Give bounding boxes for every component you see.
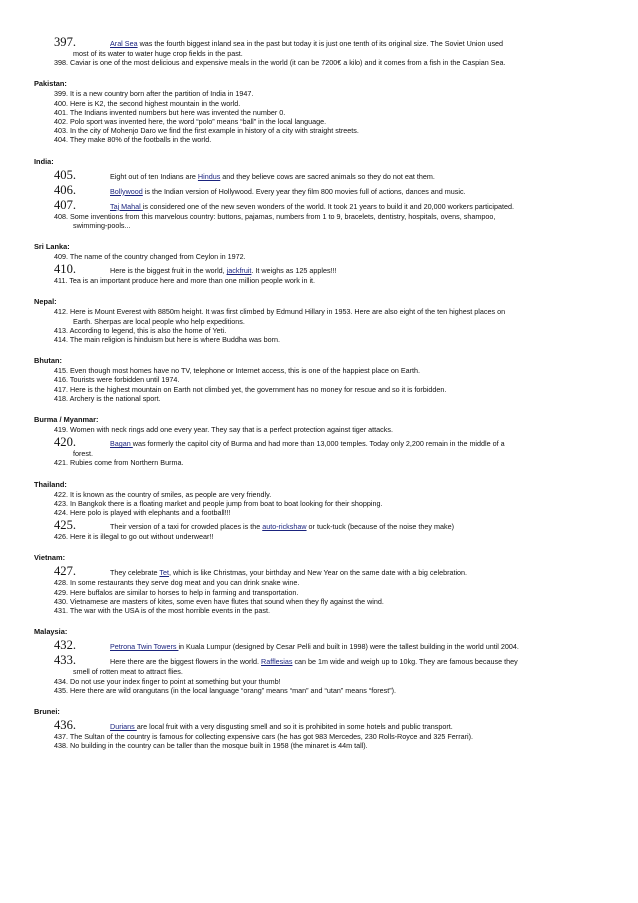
item-text: Even though most homes have no TV, telephone or Internet access, this is one of the happiest place on Earth.	[70, 366, 421, 376]
item-text: Here buffalos are similar to horses to help in farming and transportation.	[70, 587, 299, 597]
item-number: 409.	[54, 252, 70, 262]
list-item	[0, 532, 638, 541]
item-text: No building in the country can be taller than the mosque built in 1958 (the minaret is 44m tall).	[70, 741, 368, 751]
list-item	[0, 394, 638, 403]
list-item	[0, 375, 638, 384]
item-text: Tourists were forbidden until 1974.	[69, 375, 180, 385]
item-number: 410.	[54, 262, 77, 277]
item-text: Their version of a taxi for crowded places is the auto-rickshaw or tuck-tuck (because of the noise they make)	[110, 522, 454, 532]
list-item	[0, 135, 638, 144]
item-number: 421.	[54, 458, 70, 468]
item-text: According to legend, this is also the home of Yeti.	[69, 325, 227, 335]
item-text: Some inventions from this marvelous country: buttons, pajamas, numbers from 1 to 9, bracelets, dentistry, hospitals, ovens, shampoo,	[70, 211, 496, 221]
list-item	[0, 578, 638, 587]
item-number: 405.	[54, 167, 77, 182]
item-text: Here is the biggest fruit in the world, jackfruit. It weighs as 125 apples!!!	[110, 266, 337, 276]
section-heading: Brunei:	[34, 706, 60, 716]
item-text: The war with the USA is of the most horrible events in the past.	[69, 606, 271, 616]
item-number: 400.	[54, 98, 70, 108]
item-number: 403.	[54, 126, 70, 136]
list-item	[0, 588, 638, 597]
inline-link[interactable]: Petrona Twin Towers	[110, 642, 179, 652]
list-item	[0, 639, 638, 652]
section-heading: Burma / Myanmar:	[34, 415, 99, 425]
item-number: 414.	[54, 335, 70, 345]
item-text: Archery is the national sport.	[69, 393, 161, 403]
inline-link[interactable]: jackfruit	[226, 266, 252, 276]
item-text: Bollywood is the Indian version of Hollywood. Every year they film 800 movies full of actions, dances and music.	[110, 186, 466, 196]
list-item	[0, 126, 638, 135]
section-heading: Vietnam:	[34, 553, 66, 563]
list-item	[0, 519, 638, 532]
section	[0, 356, 638, 403]
item-text: Here there are the biggest flowers in the world. Rafflesias can be 1m wide and weigh up to 10kg. They are famous because they	[110, 657, 518, 667]
item-text: They celebrate Tet, which is like Christmas, your birthday and New Year on the same date with a big celebration.	[110, 568, 468, 578]
item-number: 397.	[54, 35, 77, 49]
item-text: It is known as the country of smiles, as people are very friendly.	[70, 489, 272, 499]
item-text: Bagan was formerly the capitol city of Burma and had more than 13,000 temples. Today only 2,200 remain in the middle of a	[110, 439, 505, 449]
item-text: Petrona Twin Towers in Kuala Lumpur (designed by Cesar Pelli and built in 1998) were the tallest building in the world until 2004.	[110, 642, 519, 652]
list-item	[0, 719, 638, 732]
item-continuation: swimming-pools...	[73, 220, 131, 230]
item-number: 407.	[54, 197, 77, 212]
list-item	[0, 252, 638, 261]
list-item	[0, 276, 638, 285]
item-continuation: most of its water to water huge crop fields in the past.	[73, 49, 243, 58]
item-number: 438.	[54, 741, 70, 751]
section	[0, 415, 638, 468]
item-number: 402.	[54, 117, 70, 127]
item-number: 431.	[54, 606, 70, 616]
list-item	[0, 263, 638, 276]
list-item	[0, 565, 638, 578]
inline-link[interactable]: Bollywood	[110, 186, 143, 196]
item-number: 415.	[54, 366, 70, 376]
item-number: 435.	[54, 685, 70, 695]
item-number: 437.	[54, 731, 70, 741]
item-number: 430.	[54, 596, 70, 606]
list-item	[0, 741, 638, 750]
item-number: 436.	[54, 717, 77, 732]
item-continuation: smell of rotten meat to attract flies.	[73, 667, 183, 677]
item-number: 427.	[54, 564, 77, 579]
list-item	[0, 385, 638, 394]
section	[0, 627, 638, 695]
section-heading: India:	[34, 156, 54, 166]
item-text: Here it is illegal to go out without underwear!!	[70, 532, 214, 542]
item-continuation: forest.	[73, 449, 93, 459]
item-number: 422.	[54, 489, 70, 499]
section	[0, 242, 638, 285]
item-text: Aral Sea was the fourth biggest inland sea in the past but today it is just one tenth of its original size. The Soviet Union used	[110, 39, 504, 48]
section	[0, 297, 638, 344]
inline-link[interactable]: Tet	[159, 568, 170, 578]
list-item	[0, 58, 638, 67]
item-number: 420.	[54, 435, 77, 450]
item-number: 432.	[54, 638, 77, 653]
section	[0, 480, 638, 542]
list-item	[0, 686, 638, 695]
item-number: 399.	[54, 89, 70, 99]
item-text: Here is K2, the second highest mountain in the world.	[70, 98, 241, 108]
item-text: Eight out of ten Indians are Hindus and they believe cows are sacred animals so they do not eat them.	[110, 171, 435, 181]
list-item	[0, 366, 638, 375]
list-item	[0, 606, 638, 615]
section-heading: Bhutan:	[34, 356, 62, 366]
item-number: 413.	[54, 325, 70, 335]
inline-link[interactable]: Hindus	[197, 171, 221, 181]
item-text: Rubies come from Northern Burma.	[70, 458, 184, 468]
item-text: Here is the highest mountain on Earth not climbed yet, the government has no money for rescue and so it is forbidden.	[70, 384, 447, 394]
item-text: In some restaurants they serve dog meat and you can drink snake wine.	[70, 578, 300, 588]
item-number: 419.	[54, 425, 70, 435]
item-number: 426.	[54, 532, 70, 542]
item-text: It is a new country born after the partition of India in 1947.	[70, 89, 254, 99]
item-number: 398.	[54, 58, 70, 68]
list-item	[0, 436, 638, 458]
item-text: Here polo is played with elephants and a football!!!	[70, 508, 231, 518]
item-number: 418.	[54, 393, 70, 403]
section-heading: Malaysia:	[34, 627, 68, 637]
inline-link[interactable]: Rafflesias	[261, 657, 293, 667]
inline-link[interactable]: auto-rickshaw	[262, 522, 307, 532]
item-number: 423.	[54, 498, 70, 508]
item-text: In the city of Mohenjo Daro we find the first example in history of a city with straight streets.	[70, 126, 359, 136]
list-item	[0, 508, 638, 517]
list-item	[0, 326, 638, 335]
item-number: 433.	[54, 653, 77, 668]
section-heading: Thailand:	[34, 479, 67, 489]
list-item	[0, 499, 638, 508]
item-number: 429.	[54, 587, 70, 597]
list-item	[0, 458, 638, 467]
item-number: 401.	[54, 107, 70, 117]
section	[0, 79, 638, 144]
section	[0, 36, 638, 67]
item-number: 408.	[54, 211, 70, 221]
item-number: 417.	[54, 384, 70, 394]
list-item	[0, 169, 638, 182]
item-text: The Sultan of the country is famous for collecting expensive cars (he has got 983 Mercedes, 230 Rolls-Royce and 325 Ferrari).	[69, 731, 473, 741]
list-item	[0, 184, 638, 197]
list-item	[0, 677, 638, 686]
list-item	[0, 597, 638, 606]
inline-link[interactable]: Durians	[110, 721, 137, 731]
item-text: The name of the country changed from Ceylon in 1972.	[69, 252, 246, 262]
item-number: 404.	[54, 135, 70, 145]
item-continuation: Earth. Sherpas are local people who help expeditions.	[73, 316, 245, 326]
section-heading: Sri Lanka:	[34, 242, 70, 252]
item-text: Here there are wild orangutans (in the local language “orang” means “man” and “utan” means “forest”).	[70, 685, 396, 695]
list-item	[0, 212, 638, 230]
document-body	[0, 34, 638, 762]
list-item	[0, 108, 638, 117]
item-text: Caviar is one of the most delicious and expensive meals in the world (it can be 7200€ a kilo) and it comes from a fish in the Caspian Sea.	[70, 58, 506, 68]
section	[0, 157, 638, 230]
list-item	[0, 490, 638, 499]
inline-link[interactable]: Taj Mahal	[110, 201, 143, 211]
inline-link[interactable]: Aral Sea	[110, 39, 138, 48]
item-text: Durians are local fruit with a very disgusting smell and so it is prohibited in some hotels and public transport.	[110, 721, 453, 731]
item-number: 425.	[54, 518, 77, 533]
section-heading: Nepal:	[34, 297, 57, 307]
item-text: Polo sport was invented here, the word “polo” means “ball” in the local language.	[70, 117, 327, 127]
item-text: Do not use your index finger to point at something but your thumb!	[70, 676, 281, 686]
list-item	[0, 199, 638, 212]
list-item	[0, 732, 638, 741]
item-text: Tea is an important produce here and more than one million people work in it.	[69, 276, 316, 286]
item-text: Taj Mahal is considered one of the new seven wonders of the world. It took 21 years to build it and 20,000 workers participated.	[110, 201, 514, 211]
list-item	[0, 307, 638, 325]
section-heading: Pakistan:	[34, 79, 67, 89]
item-text: The Indians invented numbers but here was invented the number 0.	[69, 107, 286, 117]
list-item	[0, 654, 638, 676]
item-text: Vietnamese are masters of kites, some even have flutes that sound when they fly against the wind.	[70, 596, 384, 606]
item-text: They make 80% of the footballs in the world.	[69, 135, 212, 145]
list-item	[0, 335, 638, 344]
item-number: 424.	[54, 508, 70, 518]
item-text: In Bangkok there is a floating market and people jump from boat to boat looking for their shopping.	[70, 498, 383, 508]
item-text: The main religion is hinduism but here is where Buddha was born.	[69, 335, 281, 345]
list-item	[0, 425, 638, 434]
item-number: 428.	[54, 578, 70, 588]
list-item	[0, 117, 638, 126]
list-item	[0, 89, 638, 98]
list-item	[0, 36, 638, 58]
item-text: Women with neck rings add one every year. They say that is a perfect protection against tiger attacks.	[70, 425, 393, 435]
item-number: 416.	[54, 375, 70, 385]
section	[0, 553, 638, 615]
item-number: 434.	[54, 676, 70, 686]
item-number: 406.	[54, 182, 77, 197]
item-number: 411.	[54, 276, 70, 286]
list-item	[0, 99, 638, 108]
item-text: Here is Mount Everest with 8850m height. It was first climbed by Edmund Hillary in 1953. Here are also eight of the ten highest places on	[70, 307, 506, 317]
inline-link[interactable]: Bagan	[110, 439, 133, 449]
section	[0, 707, 638, 750]
item-number: 412.	[54, 307, 70, 317]
